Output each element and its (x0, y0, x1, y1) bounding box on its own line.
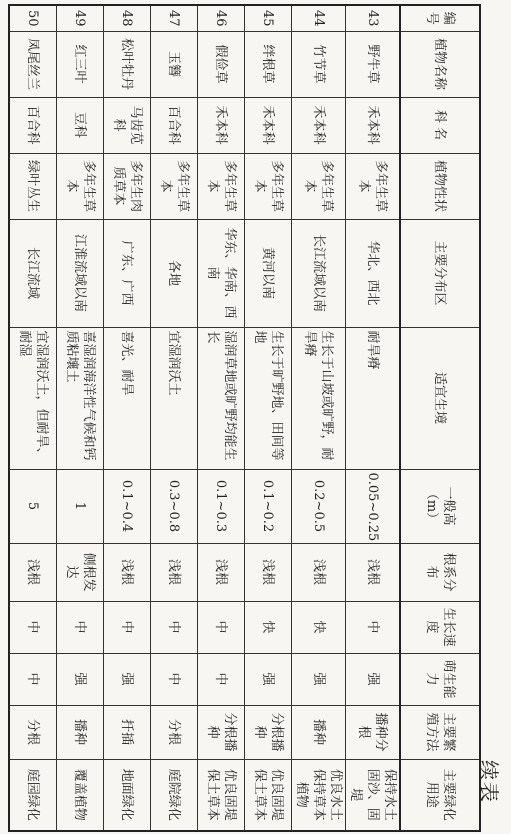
cell-no: 45 (245, 5, 292, 31)
table-row (292, 5, 346, 831)
table-row (198, 5, 245, 831)
header-root: 根系分布 (400, 543, 480, 601)
cell-height: 0.1~0.3 (198, 469, 245, 543)
cell-habitat: 生长于旷野地、田间等地 (245, 327, 292, 469)
cell-propagation: 分根 (9, 705, 57, 759)
cell-growth: 中 (198, 601, 245, 653)
cell-use: 地面绿化 (104, 759, 151, 831)
cell-sprout: 中 (198, 653, 245, 705)
cell-habit: 多年生肉质草本 (104, 153, 151, 219)
cell-propagation: 播种 (292, 705, 346, 759)
cell-height: 0.3~0.8 (151, 469, 198, 543)
cell-propagation: 分根播种 (198, 705, 245, 759)
cell-height: 5 (9, 469, 57, 543)
cell-no: 43 (346, 5, 401, 31)
cell-growth: 中 (57, 601, 104, 653)
cell-use: 庭园绿化 (9, 759, 57, 831)
header-region: 主要分布区 (400, 219, 480, 327)
cell-no: 46 (198, 5, 245, 31)
cell-family: 百合科 (9, 97, 57, 153)
cell-habitat: 宜湿润沃土 (151, 327, 198, 469)
cell-growth: 中 (151, 601, 198, 653)
cell-habitat: 宜湿润沃土，但耐旱、耐湿 (9, 327, 57, 469)
table-row (104, 5, 151, 831)
cell-use: 优良水土保持草本植物 (292, 759, 346, 831)
cell-habit: 多年生草本 (57, 153, 104, 219)
cell-height: 1 (57, 469, 104, 543)
cell-growth: 快 (245, 601, 292, 653)
cell-sprout: 强 (346, 653, 401, 705)
cell-name: 假俭草 (198, 31, 245, 97)
cell-habit: 多年生草本 (245, 153, 292, 219)
cell-region: 华北、西北 (346, 219, 401, 327)
cell-habit: 多年生草本 (198, 153, 245, 219)
cell-name: 竹节草 (292, 31, 346, 97)
header-habit: 植物性状 (400, 153, 480, 219)
table-header-row (400, 5, 480, 831)
header-propagation: 主要繁殖方法 (400, 705, 480, 759)
cell-family: 禾本科 (198, 97, 245, 153)
cell-propagation: 播种 (57, 705, 104, 759)
cell-name: 松叶牡丹 (104, 31, 151, 97)
cell-name: 绊根草 (245, 31, 292, 97)
cell-use: 优良固堤保土草本 (245, 759, 292, 831)
cell-root: 侧根发达 (57, 543, 104, 601)
table-row (57, 5, 104, 831)
cell-growth: 中 (346, 601, 401, 653)
cell-habit: 绿叶丛生 (9, 153, 57, 219)
plant-table (8, 4, 481, 832)
cell-use: 保持水土固沙、固堤 (346, 759, 401, 831)
header-sprout: 萌生能力 (400, 653, 480, 705)
header-growth: 生长速度 (400, 601, 480, 653)
cell-sprout: 强 (104, 653, 151, 705)
cell-sprout: 中 (9, 653, 57, 705)
cell-height: 0.1~0.2 (245, 469, 292, 543)
header-family: 科 名 (400, 97, 480, 153)
cell-no: 48 (104, 5, 151, 31)
header-no: 编号 (400, 5, 480, 31)
cell-root: 浅根 (151, 543, 198, 601)
cell-region: 长江流域 (9, 219, 57, 327)
cell-region: 长江流域以南 (292, 219, 346, 327)
header-height: 一般高（m） (400, 469, 480, 543)
cell-growth: 快 (292, 601, 346, 653)
cell-no: 47 (151, 5, 198, 31)
cell-region: 江淮流域以南 (57, 219, 104, 327)
cell-root: 浅根 (292, 543, 346, 601)
cell-name: 凤尾丝兰 (9, 31, 57, 97)
cell-root: 浅根 (9, 543, 57, 601)
table-row (346, 5, 401, 831)
cell-use: 庭院绿化 (151, 759, 198, 831)
cell-name: 野牛草 (346, 31, 401, 97)
cell-height: 0.2~0.5 (292, 469, 346, 543)
cell-habitat: 喜湿润海洋性气候和钙质粘壤土 (57, 327, 104, 469)
cell-name: 红三叶 (57, 31, 104, 97)
cell-propagation: 分根播种 (245, 705, 292, 759)
cell-propagation: 播种分根 (346, 705, 401, 759)
cell-no: 50 (9, 5, 57, 31)
cell-family: 马齿苋科 (104, 97, 151, 153)
cell-sprout: 中 (151, 653, 198, 705)
cell-propagation: 分根 (151, 705, 198, 759)
cell-no: 49 (57, 5, 104, 31)
header-habitat: 适宜生境 (400, 327, 480, 469)
cell-no: 44 (292, 5, 346, 31)
cell-habitat: 喜光、耐旱 (104, 327, 151, 469)
cell-propagation: 扦插 (104, 705, 151, 759)
cell-region: 黄河以南 (245, 219, 292, 327)
header-use: 主要绿化用途 (400, 759, 480, 831)
cell-family: 禾本科 (346, 97, 401, 153)
cell-region: 华东、华南、西南 (198, 219, 245, 327)
cell-height: 0.05~0.25 (346, 469, 401, 543)
cell-region: 广东、广西 (104, 219, 151, 327)
cell-root: 浅根 (346, 543, 401, 601)
cell-family: 禾本科 (292, 97, 346, 153)
cell-habit: 多年生草本 (292, 153, 346, 219)
cell-use: 覆盖植物 (57, 759, 104, 831)
cell-habitat: 生长于山坡或旷野，耐旱瘠 (292, 327, 346, 469)
header-plant-name: 植物名称 (400, 31, 480, 97)
cell-growth: 中 (9, 601, 57, 653)
table-row (9, 5, 57, 831)
cell-habitat: 湿润草地或旷野均能生长 (198, 327, 245, 469)
cell-sprout: 强 (245, 653, 292, 705)
cell-family: 百合科 (151, 97, 198, 153)
cell-growth: 中 (104, 601, 151, 653)
cell-habit: 多年生草本 (151, 153, 198, 219)
cell-root: 浅根 (245, 543, 292, 601)
table-row (245, 5, 292, 831)
cell-region: 各地 (151, 219, 198, 327)
cell-family: 豆科 (57, 97, 104, 153)
cell-habitat: 耐旱瘠 (346, 327, 401, 469)
cell-use: 优良固堤保土草本 (198, 759, 245, 831)
cell-family: 禾本科 (245, 97, 292, 153)
table-continued-caption: 续表 (477, 760, 501, 804)
cell-root: 浅根 (198, 543, 245, 601)
cell-habit: 多年生草本 (346, 153, 401, 219)
cell-root: 浅根 (104, 543, 151, 601)
cell-sprout: 强 (57, 653, 104, 705)
table-row (151, 5, 198, 831)
cell-name: 玉簪 (151, 31, 198, 97)
cell-height: 0.1~0.4 (104, 469, 151, 543)
cell-sprout: 强 (292, 653, 346, 705)
